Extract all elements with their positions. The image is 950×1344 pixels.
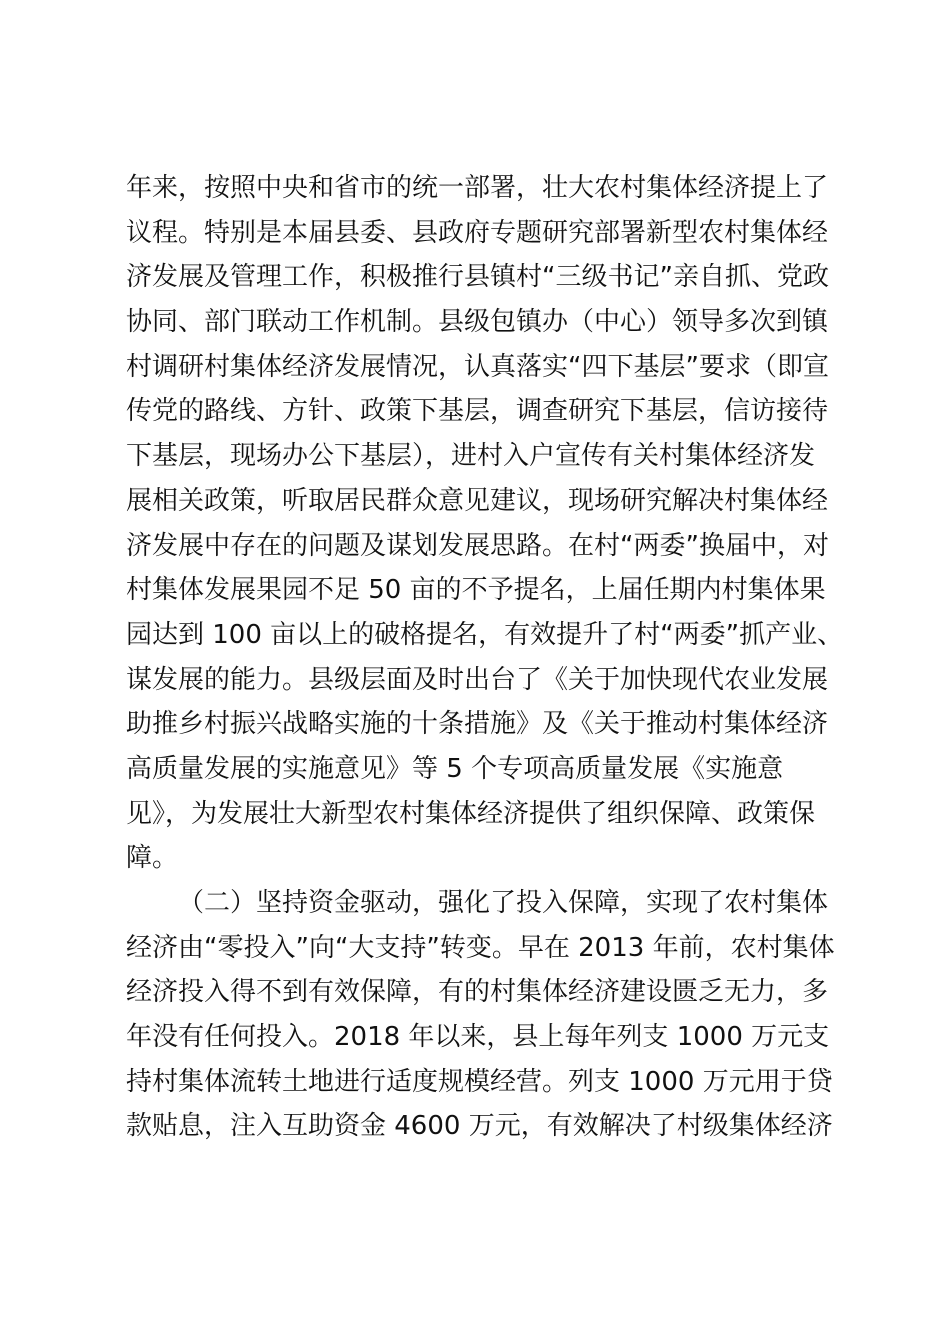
- paragraph-line: 济发展及管理工作，积极推行县镇村“三级书记”亲自抓、党政: [126, 262, 829, 293]
- paragraph-line: 议程。特别是本届县委、县政府专题研究部署新型农村集体经: [126, 217, 829, 248]
- paragraph-line: 年来，按照中央和省市的统一部署，壮大农村集体经济提上了: [126, 173, 829, 203]
- paragraph-line: 传党的路线、方针、政策下基层，调查研究下基层，信访接待: [126, 396, 829, 427]
- paragraph-line: 经济投入得不到有效保障，有的村集体经济建设匮乏无力，多: [126, 977, 829, 1008]
- paragraph-line: 济发展中存在的问题及谋划发展思路。在村“两委”换届中，对: [126, 530, 829, 561]
- paragraph-line: 谋发展的能力。县级层面及时出台了《关于加快现代农业发展: [126, 664, 829, 695]
- paragraph-1: [126, 166, 844, 881]
- paragraph-line: 助推乡村振兴战略实施的十条措施》及《关于推动村集体经济: [126, 709, 829, 740]
- paragraph-line: 下基层，现场办公下基层），进村入户宣传有关村集体经济发: [126, 441, 816, 472]
- section-heading-line: （二）坚持资金驱动，强化了投入保障，实现了农村集体: [178, 888, 829, 918]
- paragraph-line: 障。: [126, 843, 179, 874]
- paragraph-line: 年没有任何投入。2018 年以来，县上每年列支 1000 万元支: [126, 1022, 830, 1053]
- paragraph-line: 村调研村集体经济发展情况，认真落实“四下基层”要求（即宣: [126, 351, 829, 382]
- paragraph-line: 高质量发展的实施意见》等 5 个专项高质量发展《实施意: [126, 753, 784, 784]
- paragraph-line: 款贴息，注入互助资金 4600 万元，有效解决了村级集体经济: [126, 1111, 833, 1142]
- paragraph-line: 经济由“零投入”向“大支持”转变。早在 2013 年前，农村集体: [126, 932, 835, 963]
- paragraph-line: 展相关政策，听取居民群众意见建议，现场研究解决村集体经: [126, 485, 829, 516]
- paragraph-line: 协同、部门联动工作机制。县级包镇办（中心）领导多次到镇: [126, 307, 829, 338]
- paragraph-line: 村集体发展果园不足 50 亩的不予提名，上届任期内村集体果: [126, 575, 826, 606]
- paragraph-line: 持村集体流转土地进行适度规模经营。列支 1000 万元用于贷: [126, 1066, 833, 1097]
- paragraph-2: [126, 881, 835, 1149]
- paragraph-line: 见》，为发展壮大新型农村集体经济提供了组织保障、政策保: [126, 798, 816, 829]
- paragraph-line: 园达到 100 亩以上的破格提名，有效提升了村“两委”抓产业、: [126, 619, 844, 650]
- body-text: [126, 166, 844, 1149]
